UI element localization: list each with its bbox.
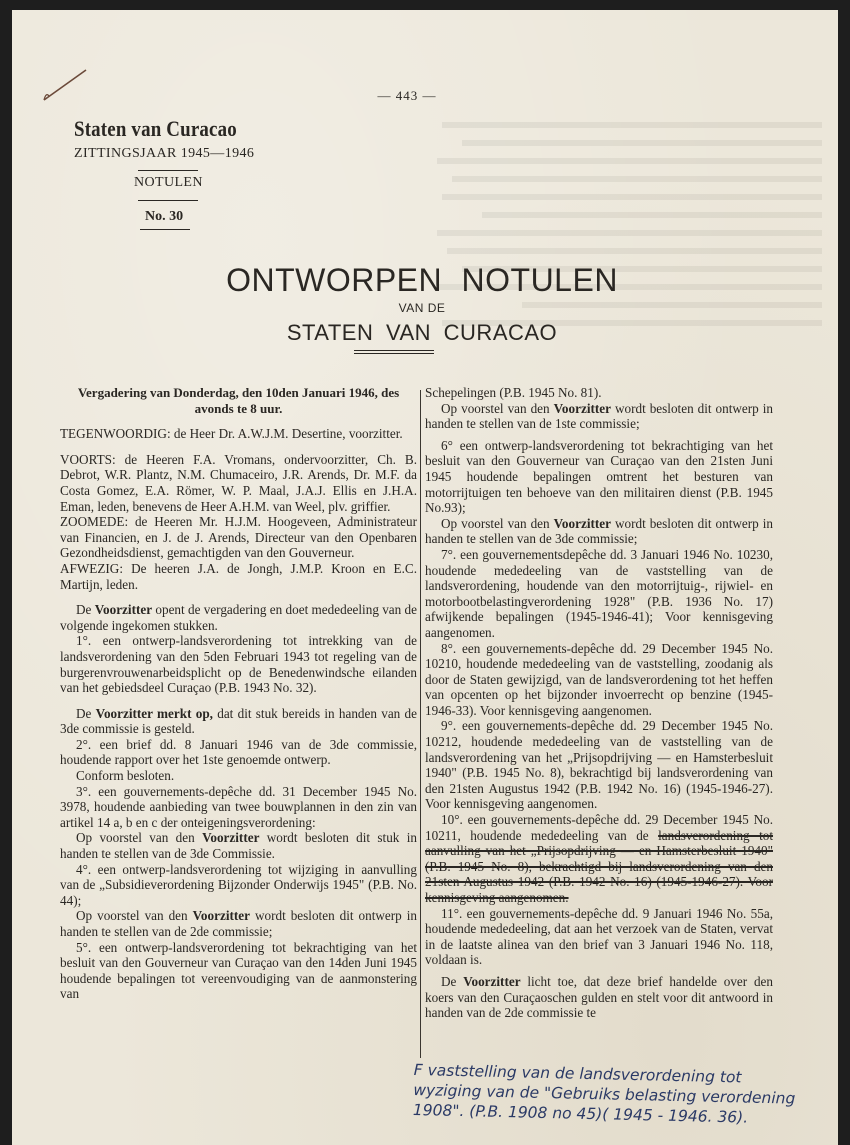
chair-name: Voorzitter xyxy=(192,908,250,924)
text-run: wordt besloten dit ontwerp in handen te stellen van de 3de commissie; xyxy=(425,515,774,547)
text-run: Op voorstel van den xyxy=(76,830,195,846)
chair-name: Voorzitter xyxy=(94,602,153,618)
text-run: dat dit stuk bereids in handen van de 3de commissie is gesteld. xyxy=(60,705,417,737)
text-run: Op voorstel van den xyxy=(76,908,188,924)
text-run: wordt besloten dit stuk in handen te stellen van de 3de Commissie. xyxy=(60,830,418,862)
paragraph xyxy=(60,706,417,737)
issue-number: No. 30 xyxy=(145,209,184,224)
pencil-mark xyxy=(40,66,90,106)
chair-remark: Voorzitter merkt op, xyxy=(95,705,213,721)
main-title: ONTWORPEN NOTULEN xyxy=(226,262,618,298)
text-run: De xyxy=(441,973,457,989)
attendance-present: TEGENWOORDIG: de Heer Dr. A.W.J.M. Desertine, voorzitter. xyxy=(60,426,403,442)
decision: Conform besloten. xyxy=(76,768,175,784)
agenda-item-11: 11°. een gouvernements-depêche dd. 9 Januari 1946 No. 55a, houdende mededeeling, dat aan het verzoek van de Staten, vervat in de laatste alinea van den brief van 3 Januari 1946 No. 118, voldaan is. xyxy=(425,905,773,968)
text-run: wordt besloten dit ontwerp in handen te stellen van de 1ste commissie; xyxy=(425,400,774,432)
title-van-de: VAN DE xyxy=(398,301,446,315)
title-underline xyxy=(354,350,434,351)
struck-through-text: landsverordening tot aanvulling van het „Prijsopdrijving — en Hamsterbesluit 1940" (P.B. 1945 No. 8), bekrachtigd bij landsverordening van den 21sten Augustus 1942 (P.B. 1942 No. 16) (1945-1946-27). Voor kennisgeving aangenomen. xyxy=(425,827,774,905)
agenda-item-6: 6° een ontwerp-landsverordening tot bekrachtiging van het besluit van den Gouverneur van Curaçao van den 21sten Juni 1945 houdende bepalingen omtrent het besturen van motorrijtuigen ten behoeve van den militairen dienst (P.B. 1945 No.93); xyxy=(425,437,773,516)
title-underline xyxy=(354,353,434,354)
text-run: 10°. een gouvernements-depêche dd. 29 December 1945 No. 10211, houdende mededeeling van de xyxy=(425,812,773,843)
decision xyxy=(425,401,773,432)
header-rule xyxy=(138,170,198,171)
text-run: wordt besloten dit ontwerp in handen te stellen van de 2de commissie; xyxy=(60,908,418,939)
chair-name: Voorzitter xyxy=(553,515,611,531)
paragraph xyxy=(60,602,417,633)
attendance-further: VOORTS: de Heeren F.A. Vromans, ondervoorzitter, Ch. B. Debrot, W.R. Plantz, N.M. Chumaceiro, J.R. Arends, Dr. M.F. da Costa Gomez, E.A. Römer, W. P. Maal, J.A.J. Ellis en J.H.A. Eman, leden, benevens de Heer A.H.M. van Weel, plv. griffier. xyxy=(60,451,417,514)
decision xyxy=(425,516,773,547)
handwritten-note: F vaststelling van de landsverordening tot wyziging van de "Gebruiks belasting verordening 1908". (P.B. 1908 no 45)( 1945 - 1946. 36). xyxy=(412,1060,796,1127)
chair-name: Voorzitter xyxy=(463,973,521,989)
column-divider xyxy=(420,390,421,1058)
main-subtitle: STATEN VAN CURACAO xyxy=(286,320,558,345)
agenda-item-7: 7°. een gouvernementsdepêche dd. 3 Januari 1946 No. 10230, houdende mededeeling van de vaststelling van de landsverordening, houdende van den motorrijtuig-, rijwiel- en motorbootbelastingverordening 1928" (P.B. 1936 No. 17) afwijkende bepalingen (1945-1946-41); Voor kennisgeving aangenomen. xyxy=(425,546,773,640)
closing-remark xyxy=(425,974,773,1021)
decision xyxy=(60,908,417,939)
header-rule xyxy=(138,200,198,201)
chair-name: Voorzitter xyxy=(553,400,611,416)
body-name: Staten van Curacao xyxy=(74,116,237,141)
attendance-also: ZOOMEDE: de Heeren Mr. H.J.M. Hoogeveen, Administrateur van Financien, en J. de J. Arends, Directeur van den Openbaren Gezondheidsdienst, gemachtigden van den Gouverneur. xyxy=(60,514,417,561)
attendance-absent: AFWEZIG: De heeren J.A. de Jongh, J.M.P. Kroon en E.C. Martijn, leden. xyxy=(60,560,417,592)
agenda-item-10 xyxy=(425,812,773,906)
header-rule xyxy=(140,229,190,230)
minutes-label: NOTULEN xyxy=(134,175,203,190)
text-run: licht toe, dat deze brief handelde over den koers van den Curaçaoschen gulden en stelt voor dit antwoord in handen van de 2de commissie te xyxy=(425,973,773,1021)
session-year: ZITTINGSJAAR 1945—1946 xyxy=(74,146,255,161)
agenda-item-4: 4°. een ontwerp-landsverordening tot wijziging in aanvulling van de „Subsidieverordening Bijzonder Onderwijs 1945" (P.B. No. 44); xyxy=(60,861,417,908)
agenda-item-1: 1°. een ontwerp-landsverordening tot intrekking van de landsverordening van den 5den Februari 1943 tot regeling van de burgerenvrouwenarbeidsplicht op de Benedenwindsche eilanden van het gebiedsdeel Curaçao (P.B. 1943 No. 32). xyxy=(60,633,417,696)
agenda-item-2: 2°. een brief dd. 8 Januari 1946 van de 3de commissie, houdende rapport over het 1ste genoemde ontwerp. xyxy=(60,736,417,768)
meeting-heading: Vergadering van Donderdag, den 10den Januari 1946, des avonds te 8 uur. xyxy=(77,385,400,416)
text-run: De xyxy=(76,705,92,721)
text-run: Op voorstel van den xyxy=(441,400,550,416)
decision xyxy=(60,830,417,861)
text-run: Op voorstel van den xyxy=(441,515,550,531)
left-column xyxy=(60,385,417,1002)
agenda-item-9: 9°. een gouvernements-depêche dd. 29 December 1945 No. 10212, houdende mededeeling van de vaststelling van de landsverordening van het „Prijsopdrijving — en Hamsterbesluit 1940" (P.B. 1945 No. 8), bekrachtigd bij landsverordening van den 21sten Augustus 1942 (P.B. 1942 No. 16) (1945-1946-27). Voor kennisgeving aangenomen. xyxy=(425,718,773,812)
item-continuation: Schepelingen (P.B. 1945 No. 81). xyxy=(425,385,602,400)
agenda-item-8: 8°. een gouvernements-depêche dd. 29 December 1945 No. 10210, houdende mededeeling van de vaststelling, zoodanig als door de Staten gewijzigd, van de landsverordening tot het heffen van opcenten op het bijzonder invoerrecht op benzine (1945-1946-33). Voor kennisgeving aangenomen. xyxy=(425,640,773,718)
agenda-item-3: 3°. een gouvernements-depêche dd. 31 December 1945 No. 3978, houdende aanbieding van twee bouwplannen in den zin van artikel 14 a, b en c der onteigeningsverordening: xyxy=(60,783,417,830)
document-page xyxy=(12,10,838,1145)
right-column xyxy=(425,385,773,1021)
agenda-item-5: 5°. een ontwerp-landsverordening tot bekrachtiging van het besluit van den Gouverneur van Curaçao van den 14den Juni 1945 houdende bepalingen tot vereenvoudiging van de aanmonstering van xyxy=(60,939,417,1002)
text-run: De xyxy=(76,602,92,618)
text-run: opent de vergadering en doet mededeeling van de volgende ingekomen stukken. xyxy=(60,602,418,633)
chair-name: Voorzitter xyxy=(202,830,260,846)
page-number: — 443 — xyxy=(377,88,437,103)
